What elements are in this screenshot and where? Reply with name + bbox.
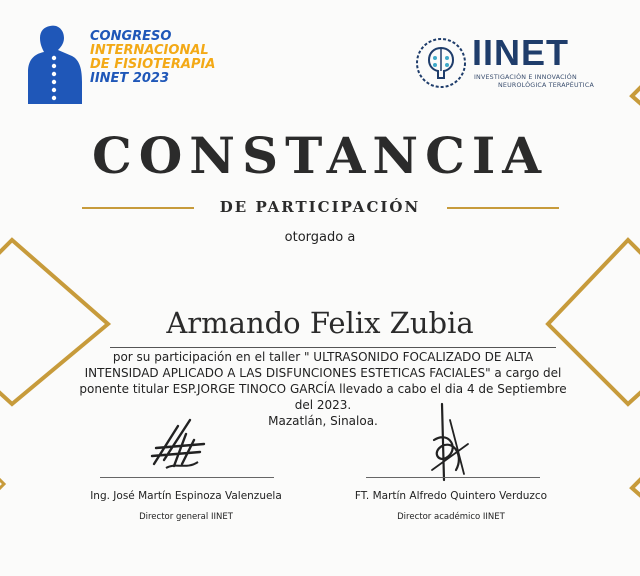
logo-line-internacional: INTERNACIONAL <box>90 43 209 58</box>
iinet-subtitle-line1: INVESTIGACIÓN E INNOVACIÓN <box>474 74 577 81</box>
iinet-subtitle-line2: NEUROLÓGICA TERAPÉUTICA <box>498 82 594 89</box>
congress-logo <box>24 22 214 104</box>
signature-line-2 <box>366 477 540 478</box>
iinet-logo <box>414 34 604 94</box>
body-line: por su participación en el taller " ULTRASONIDO FOCALIZADO DE ALTA <box>112 350 534 364</box>
body-line: ponente titular ESP.JORGE TINOCO GARCÍA llevado a cabo el dia 4 de Septiembre <box>79 382 567 396</box>
signature-graphic-2 <box>420 400 480 484</box>
logo-line-congreso: CONGRESO <box>90 29 172 44</box>
signatory-name-1: Ing. José Martín Espinoza Valenzuela <box>90 490 282 502</box>
signatory-name-2: FT. Martín Alfredo Quintero Verduzco <box>354 490 548 502</box>
signatory-role-2: Director académico IINET <box>397 512 505 522</box>
certificate-subtitle: DE PARTICIPACIÓN <box>219 198 421 216</box>
recipient-name: Armando Felix Zubia <box>166 306 474 340</box>
body-line: del 2023. <box>294 398 352 412</box>
body-location: Mazatlán, Sinaloa. <box>268 414 378 428</box>
signature-line-1 <box>100 477 274 478</box>
body-line: INTENSIDAD APLICADO A LAS DISFUNCIONES ESTETICAS FACIALES" a cargo del <box>84 366 562 380</box>
logo-line-fisioterapia: DE FISIOTERAPIA <box>90 57 216 72</box>
certificate-title: CONSTANCIA <box>91 126 549 185</box>
logo-line-year: IINET 2023 <box>90 71 170 86</box>
iinet-subtitle <box>474 74 594 90</box>
signature-graphic-1 <box>146 414 216 474</box>
granted-to-label: otorgado a <box>284 230 356 245</box>
recipient-underline <box>110 347 556 348</box>
signatory-role-1: Director general IINET <box>139 512 233 522</box>
brain-circuit-icon <box>414 36 468 90</box>
iinet-title: IINET <box>472 32 570 73</box>
